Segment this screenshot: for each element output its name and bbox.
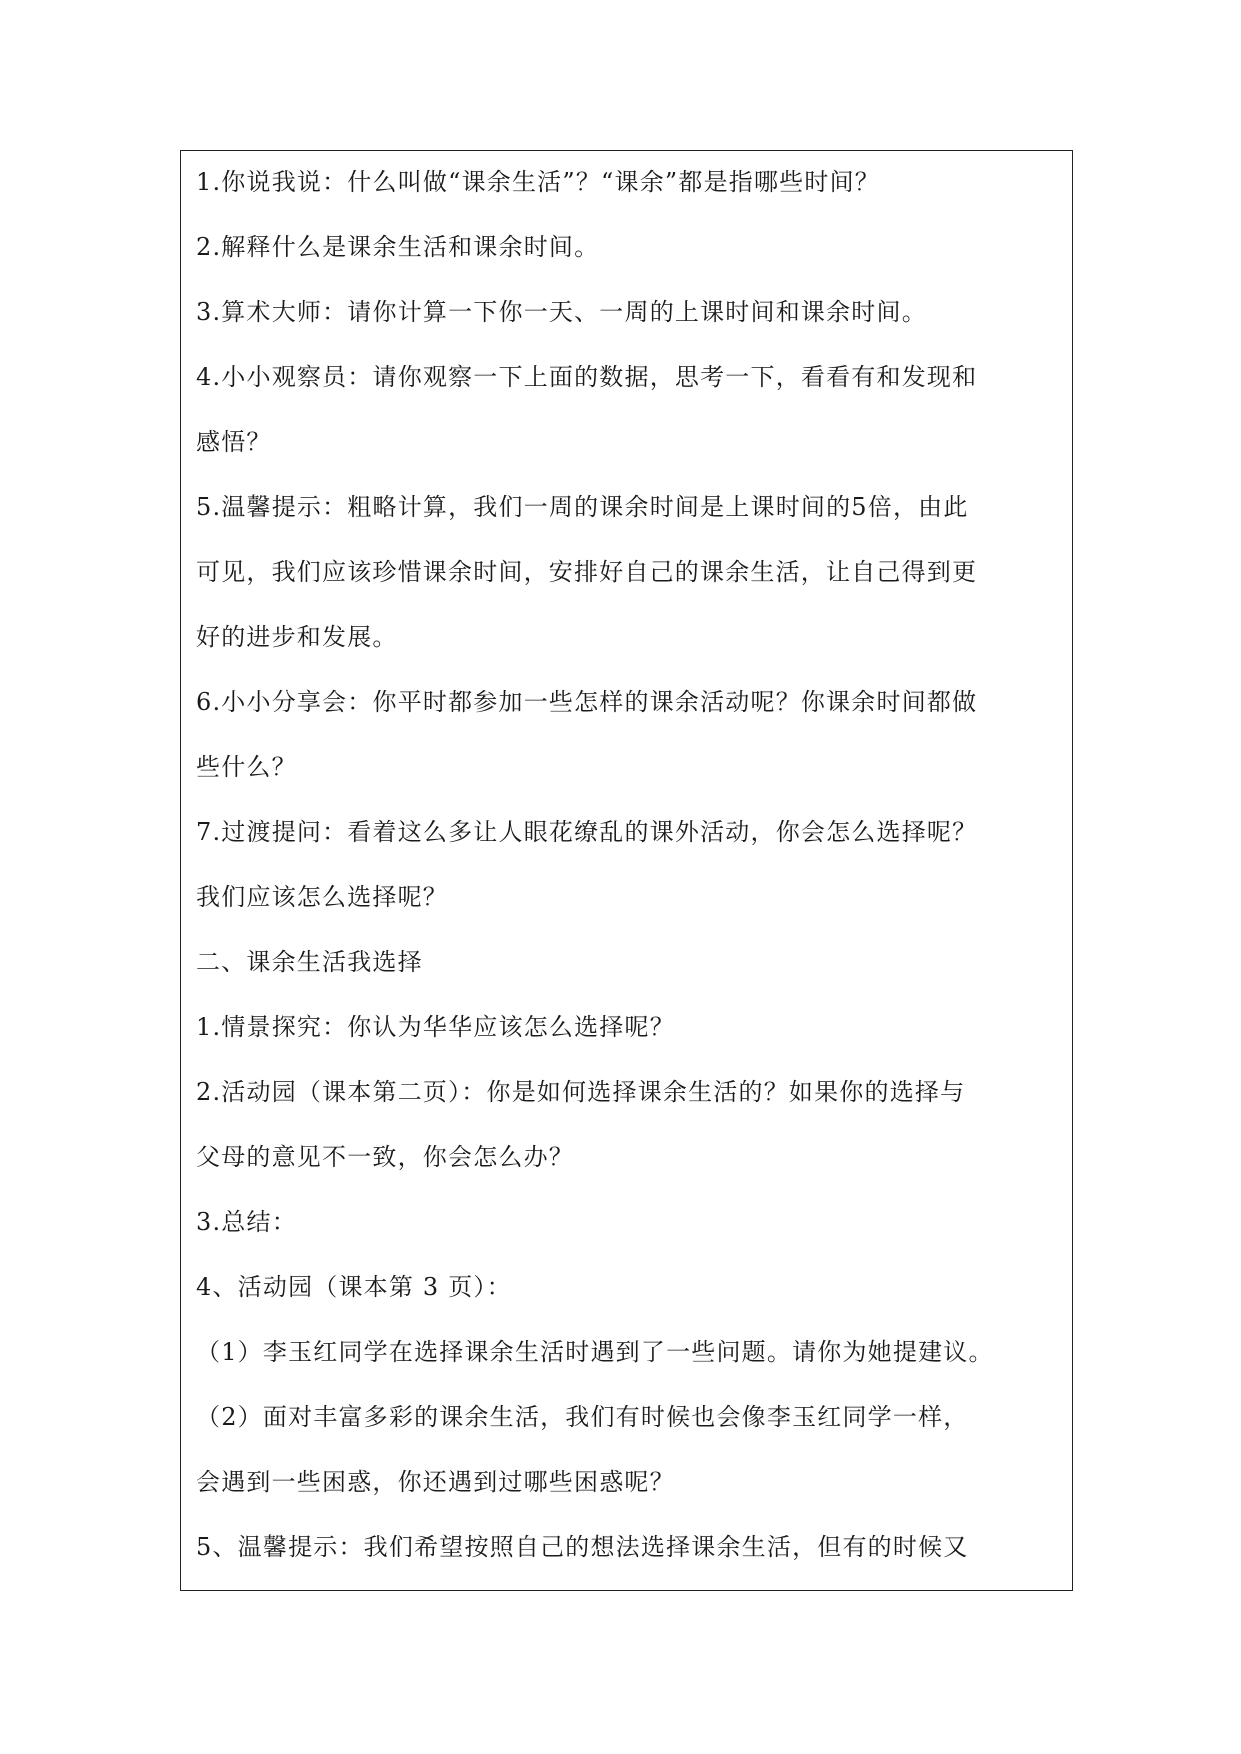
text-line: 2.活动园（课本第二页）：你是如何选择课余生活的？如果你的选择与 (196, 1078, 966, 1106)
section-heading: 二、课余生活我选择 (196, 948, 423, 976)
lesson-plan-table-cell (180, 150, 1073, 1591)
text-line: 感悟？ (196, 428, 272, 456)
text-line: 1.情景探究：你认为华华应该怎么选择呢？ (196, 1013, 675, 1041)
text-line: 7.过渡提问：看着这么多让人眼花缭乱的课外活动，你会怎么选择呢？ (196, 818, 978, 846)
text-line: 5.温馨提示：粗略计算，我们一周的课余时间是上课时间的5倍，由此 (196, 493, 969, 521)
text-line: 可见，我们应该珍惜课余时间，安排好自己的课余生活，让自己得到更 (196, 558, 978, 586)
text-line: 1.你说我说：什么叫做“课余生活”？“课余”都是指哪些时间？ (196, 168, 880, 196)
text-line: （2）面对丰富多彩的课余生活，我们有时候也会像李玉红同学一样， (196, 1403, 969, 1431)
text-line: （1）李玉红同学在选择课余生活时遇到了一些问题。请你为她提建议。 (196, 1338, 994, 1366)
text-line: 些什么？ (196, 753, 297, 781)
text-line: 我们应该怎么选择呢？ (196, 883, 448, 911)
text-line: 4.小小观察员：请你观察一下上面的数据，思考一下，看看有和发现和 (196, 363, 978, 391)
text-line: 会遇到一些困惑，你还遇到过哪些困惑呢？ (196, 1468, 675, 1496)
text-line: 6.小小分享会：你平时都参加一些怎样的课余活动呢？你课余时间都做 (196, 688, 978, 716)
text-line: 3.总结： (196, 1208, 297, 1236)
text-line: 2.解释什么是课余生活和课余时间。 (196, 233, 600, 261)
text-line: 5、温馨提示：我们希望按照自己的想法选择课余生活，但有的时候又 (196, 1533, 969, 1561)
text-line: 好的进步和发展。 (196, 623, 398, 651)
text-line: 父母的意见不一致，你会怎么办？ (196, 1143, 574, 1171)
text-line: 3.算术大师：请你计算一下你一天、一周的上课时间和课余时间。 (196, 298, 927, 326)
text-line: 4、活动园（课本第 3 页）： (196, 1273, 512, 1301)
